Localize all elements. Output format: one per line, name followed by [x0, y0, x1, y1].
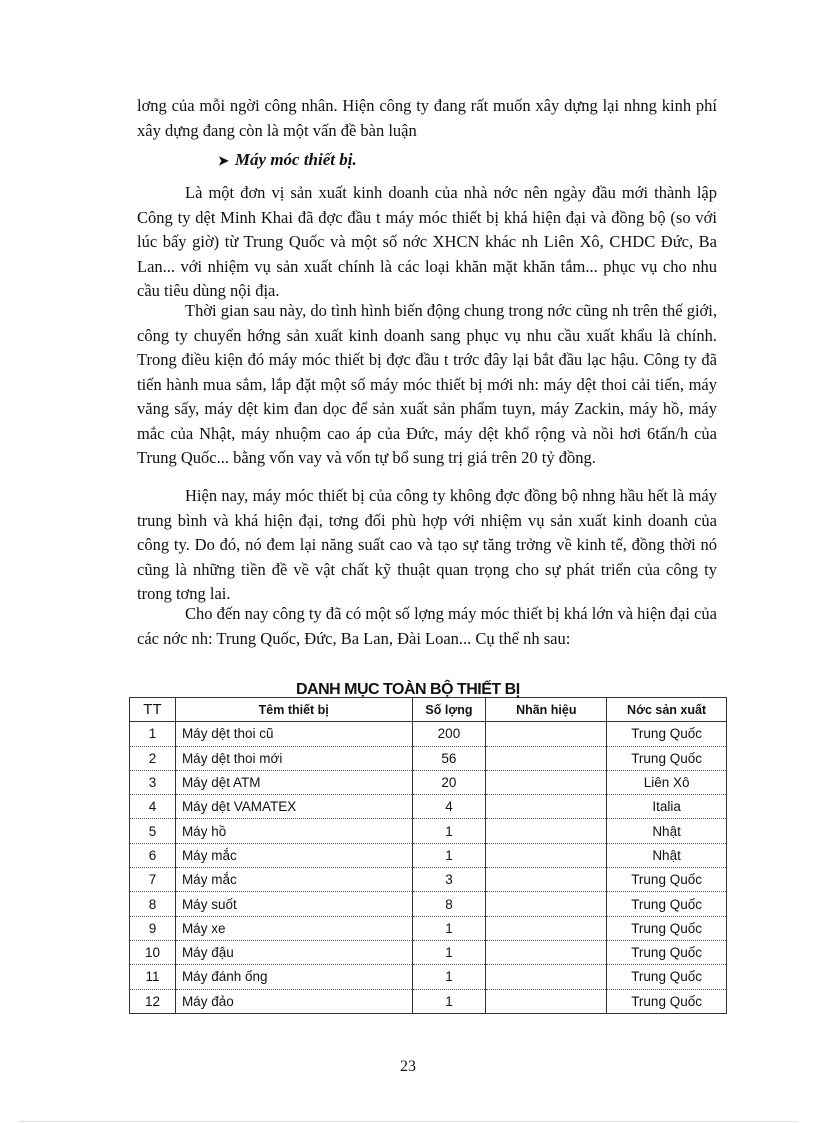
row-tt: 10 [130, 940, 176, 964]
table-row [130, 843, 727, 867]
row-tt: 2 [130, 746, 176, 770]
row-brand [486, 819, 607, 843]
row-name: Máy mắc [175, 868, 412, 892]
row-country: Trung Quốc [607, 892, 727, 916]
row-name: Máy dệt thoi mới [175, 746, 412, 770]
paragraph-intro: lơng của mỗi ngời công nhân. Hiện công ty đang rất muốn xây dựng lại nhng kinh phí xây dựng đang còn là một vấn đề bàn luận [137, 96, 717, 140]
row-name: Máy đậu [175, 940, 412, 964]
row-name: Máy hồ [175, 819, 412, 843]
header-country: Nớc sản xuất [607, 698, 727, 722]
row-country: Italia [607, 795, 727, 819]
row-quantity: 200 [412, 722, 486, 746]
row-tt: 9 [130, 916, 176, 940]
header-quantity: Số lợng [412, 698, 486, 722]
row-brand [486, 989, 607, 1013]
row-name: Máy suốt [175, 892, 412, 916]
row-tt: 12 [130, 989, 176, 1013]
header-name: Têm thiết bị [175, 698, 412, 722]
row-brand [486, 892, 607, 916]
row-quantity: 4 [412, 795, 486, 819]
row-quantity: 20 [412, 770, 486, 794]
row-name: Máy dệt thoi cũ [175, 722, 412, 746]
row-brand [486, 770, 607, 794]
row-country: Trung Quốc [607, 916, 727, 940]
paragraph-3: Hiện nay, máy móc thiết bị của công ty không đợc đồng bộ nhng hầu hết là máy trung bình và khá hiện đại, tơng đối phù hợp với nhiệm vụ sản xuất kinh doanh của công ty. Do đó, nó đem lại năng suất cao và tạo sự tăng trởng về kinh tế, đồng thời nó cũng là những tiền đề về vật chất kỹ thuật quan trọng cho sự phát triển của công ty trong tơng lai. [137, 486, 717, 603]
row-brand [486, 843, 607, 867]
row-brand [486, 868, 607, 892]
table-row [130, 819, 727, 843]
table-row [130, 770, 727, 794]
row-name: Máy đảo [175, 989, 412, 1013]
row-name: Máy đánh ống [175, 965, 412, 989]
table-row [130, 989, 727, 1013]
section-heading-text: Máy móc thiết bị. [234, 150, 357, 169]
table-row [130, 965, 727, 989]
row-country: Trung Quốc [607, 965, 727, 989]
row-quantity: 56 [412, 746, 486, 770]
row-quantity: 1 [412, 965, 486, 989]
row-quantity: 1 [412, 843, 486, 867]
row-brand [486, 795, 607, 819]
row-brand [486, 746, 607, 770]
row-tt: 11 [130, 965, 176, 989]
row-country: Trung Quốc [607, 989, 727, 1013]
paragraph-1: Là một đơn vị sản xuất kinh doanh của nhà nớc nên ngày đầu mới thành lập Công ty dệt Minh Khai đã đợc đầu t máy móc thiết bị khá hiện đại và đồng bộ (so với lúc bấy giờ) từ Trung Quốc và một số nớc XHCN khác nh Liên Xô, CHDC Đức, Ba Lan... với nhiệm vụ sản xuất chính là các loại khăn mặt khăn tắm... phục vụ cho nhu cầu tiêu dùng nội địa. [137, 183, 717, 300]
row-country: Trung Quốc [607, 868, 727, 892]
section-heading [218, 150, 357, 170]
row-brand [486, 940, 607, 964]
row-name: Máy mắc [175, 843, 412, 867]
header-brand: Nhãn hiệu [486, 698, 607, 722]
row-quantity: 1 [412, 989, 486, 1013]
row-country: Trung Quốc [607, 746, 727, 770]
row-quantity: 3 [412, 868, 486, 892]
paragraph-2: Thời gian sau này, do tình hình biến động chung trong nớc cũng nh trên thế giới, công ty chuyển hớng sản xuất kinh doanh sang phục vụ nhu cầu xuất khẩu là chính. Trong điều kiện đó máy móc thiết bị đợc đầu t trớc đây lại bắt đầu lạc hậu. Công ty đã tiến hành mua sắm, lắp đặt một số máy móc thiết bị mới nh: máy dệt thoi cải tiến, máy văng sấy, máy dệt kim đan dọc để sản xuất sản phẩm tuyn, máy Zackin, máy hồ, máy mắc của Nhật, máy nhuộm cao áp của Đức, máy dệt khổ rộng và nồi hơi 6tấn/h của Trung Quốc... bằng vốn vay và vốn tự bổ sung trị giá trên 20 tỷ đồng. [137, 301, 717, 467]
table-row [130, 916, 727, 940]
table-row [130, 868, 727, 892]
row-quantity: 8 [412, 892, 486, 916]
header-tt: TT [130, 698, 176, 722]
row-brand [486, 916, 607, 940]
table-row [130, 940, 727, 964]
footer-divider [20, 1121, 796, 1122]
table-row [130, 892, 727, 916]
row-brand [486, 722, 607, 746]
row-country: Liên Xô [607, 770, 727, 794]
table-title: DANH MỤC TOÀN BỘ THIẾT BỊ [296, 681, 520, 698]
row-quantity: 1 [412, 819, 486, 843]
row-country: Trung Quốc [607, 722, 727, 746]
row-name: Máy dệt VAMATEX [175, 795, 412, 819]
row-tt: 1 [130, 722, 176, 746]
page-number: 23 [400, 1058, 416, 1075]
row-tt: 3 [130, 770, 176, 794]
table-row [130, 722, 727, 746]
row-country: Nhật [607, 843, 727, 867]
row-tt: 6 [130, 843, 176, 867]
row-tt: 5 [130, 819, 176, 843]
row-country: Trung Quốc [607, 940, 727, 964]
table-header-row [130, 698, 727, 722]
row-brand [486, 965, 607, 989]
row-tt: 8 [130, 892, 176, 916]
table-row [130, 795, 727, 819]
row-country: Nhật [607, 819, 727, 843]
equipment-table [129, 697, 727, 1014]
row-name: Máy dệt ATM [175, 770, 412, 794]
paragraph-4: Cho đến nay công ty đã có một số lợng máy móc thiết bị khá lớn và hiện đại của các nớc nh: Trung Quốc, Đức, Ba Lan, Đài Loan... Cụ thể nh sau: [137, 604, 717, 648]
row-tt: 4 [130, 795, 176, 819]
row-tt: 7 [130, 868, 176, 892]
row-quantity: 1 [412, 916, 486, 940]
row-name: Máy xe [175, 916, 412, 940]
row-quantity: 1 [412, 940, 486, 964]
arrow-bullet-icon: ➤ [218, 153, 229, 168]
table-row [130, 746, 727, 770]
